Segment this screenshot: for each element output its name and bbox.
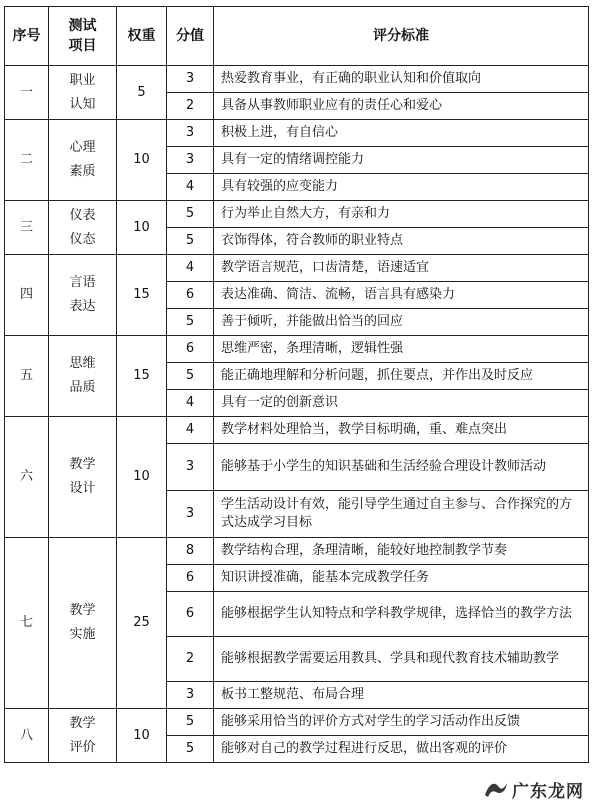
section-number: 四 — [5, 255, 49, 336]
score-value: 5 — [167, 201, 214, 228]
score-value: 3 — [167, 147, 214, 174]
header-criteria: 评分标准 — [214, 7, 589, 66]
watermark-text: 广东龙网 — [512, 781, 584, 802]
section-number: 八 — [5, 709, 49, 763]
score-value: 6 — [167, 336, 214, 363]
score-value: 3 — [167, 444, 214, 491]
criteria-text: 能够根据教学需要运用教具、学具和现代教育技术辅助教学 — [214, 637, 589, 682]
score-value: 4 — [167, 255, 214, 282]
criteria-text: 具有一定的情绪调控能力 — [214, 147, 589, 174]
score-value: 3 — [167, 682, 214, 709]
score-value: 5 — [167, 309, 214, 336]
test-item: 思维品质 — [49, 336, 117, 417]
test-item: 教学设计 — [49, 417, 117, 538]
criteria-text: 能够根据学生认知特点和学科教学规律，选择恰当的教学方法 — [214, 592, 589, 637]
criteria-text: 学生活动设计有效，能引导学生通过自主参与、合作探究的方式达成学习目标 — [214, 491, 589, 538]
test-item: 职业认知 — [49, 66, 117, 120]
weight-value: 10 — [117, 417, 167, 538]
table-row — [5, 255, 589, 282]
score-value: 4 — [167, 174, 214, 201]
header-score: 分值 — [167, 7, 214, 66]
criteria-text: 积极上进，有自信心 — [214, 120, 589, 147]
criteria-text: 行为举止自然大方，有亲和力 — [214, 201, 589, 228]
score-value: 2 — [167, 637, 214, 682]
score-value: 4 — [167, 390, 214, 417]
table-row — [5, 120, 589, 147]
test-item: 教学评价 — [49, 709, 117, 763]
scoring-table — [4, 6, 589, 763]
criteria-text: 具备从事教师职业应有的责任心和爱心 — [214, 93, 589, 120]
score-value: 4 — [167, 417, 214, 444]
header-weight: 权重 — [117, 7, 167, 66]
score-value: 5 — [167, 709, 214, 736]
criteria-text: 善于倾听，并能做出恰当的回应 — [214, 309, 589, 336]
score-value: 2 — [167, 93, 214, 120]
table-row — [5, 538, 589, 565]
criteria-text: 板书工整规范、布局合理 — [214, 682, 589, 709]
table-row — [5, 417, 589, 444]
criteria-text: 热爱教育事业，有正确的职业认知和价值取向 — [214, 66, 589, 93]
weight-value: 10 — [117, 120, 167, 201]
criteria-text: 能够基于小学生的知识基础和生活经验合理设计教师活动 — [214, 444, 589, 491]
test-item: 心理素质 — [49, 120, 117, 201]
section-number: 六 — [5, 417, 49, 538]
score-value: 5 — [167, 363, 214, 390]
section-number: 七 — [5, 538, 49, 709]
section-number: 五 — [5, 336, 49, 417]
score-value: 6 — [167, 592, 214, 637]
weight-value: 10 — [117, 709, 167, 763]
table-row — [5, 709, 589, 736]
criteria-text: 知识讲授准确，能基本完成教学任务 — [214, 565, 589, 592]
criteria-text: 具有一定的创新意识 — [214, 390, 589, 417]
table-row — [5, 66, 589, 93]
weight-value: 15 — [117, 336, 167, 417]
criteria-text: 思维严密，条理清晰，逻辑性强 — [214, 336, 589, 363]
criteria-text: 能够采用恰当的评价方式对学生的学习活动作出反馈 — [214, 709, 589, 736]
test-item: 教学实施 — [49, 538, 117, 709]
header-item: 测试项目 — [49, 7, 117, 66]
score-value: 3 — [167, 491, 214, 538]
criteria-text: 能够对自己的教学过程进行反思，做出客观的评价 — [214, 736, 589, 763]
weight-value: 10 — [117, 201, 167, 255]
score-value: 5 — [167, 736, 214, 763]
table-row — [5, 201, 589, 228]
score-value: 6 — [167, 282, 214, 309]
score-value: 8 — [167, 538, 214, 565]
criteria-text: 教学材料处理恰当，教学目标明确，重、难点突出 — [214, 417, 589, 444]
header-no: 序号 — [5, 7, 49, 66]
criteria-text: 衣饰得体，符合教师的职业特点 — [214, 228, 589, 255]
section-number: 一 — [5, 66, 49, 120]
section-number: 三 — [5, 201, 49, 255]
score-value: 5 — [167, 228, 214, 255]
criteria-text: 能正确地理解和分析问题，抓住要点，并作出及时反应 — [214, 363, 589, 390]
weight-value: 25 — [117, 538, 167, 709]
weight-value: 5 — [117, 66, 167, 120]
dragon-logo-icon — [483, 779, 509, 799]
criteria-text: 教学结构合理，条理清晰，能较好地控制教学节奏 — [214, 538, 589, 565]
score-value: 3 — [167, 120, 214, 147]
score-value: 6 — [167, 565, 214, 592]
weight-value: 15 — [117, 255, 167, 336]
score-value: 3 — [167, 66, 214, 93]
section-number: 二 — [5, 120, 49, 201]
test-item: 仪表仪态 — [49, 201, 117, 255]
criteria-text: 教学语言规范，口齿清楚，语速适宜 — [214, 255, 589, 282]
table-row — [5, 336, 589, 363]
criteria-text: 表达准确、简洁、流畅，语言具有感染力 — [214, 282, 589, 309]
criteria-text: 具有较强的应变能力 — [214, 174, 589, 201]
header-row — [5, 7, 589, 66]
test-item: 言语表达 — [49, 255, 117, 336]
watermark — [480, 778, 587, 800]
